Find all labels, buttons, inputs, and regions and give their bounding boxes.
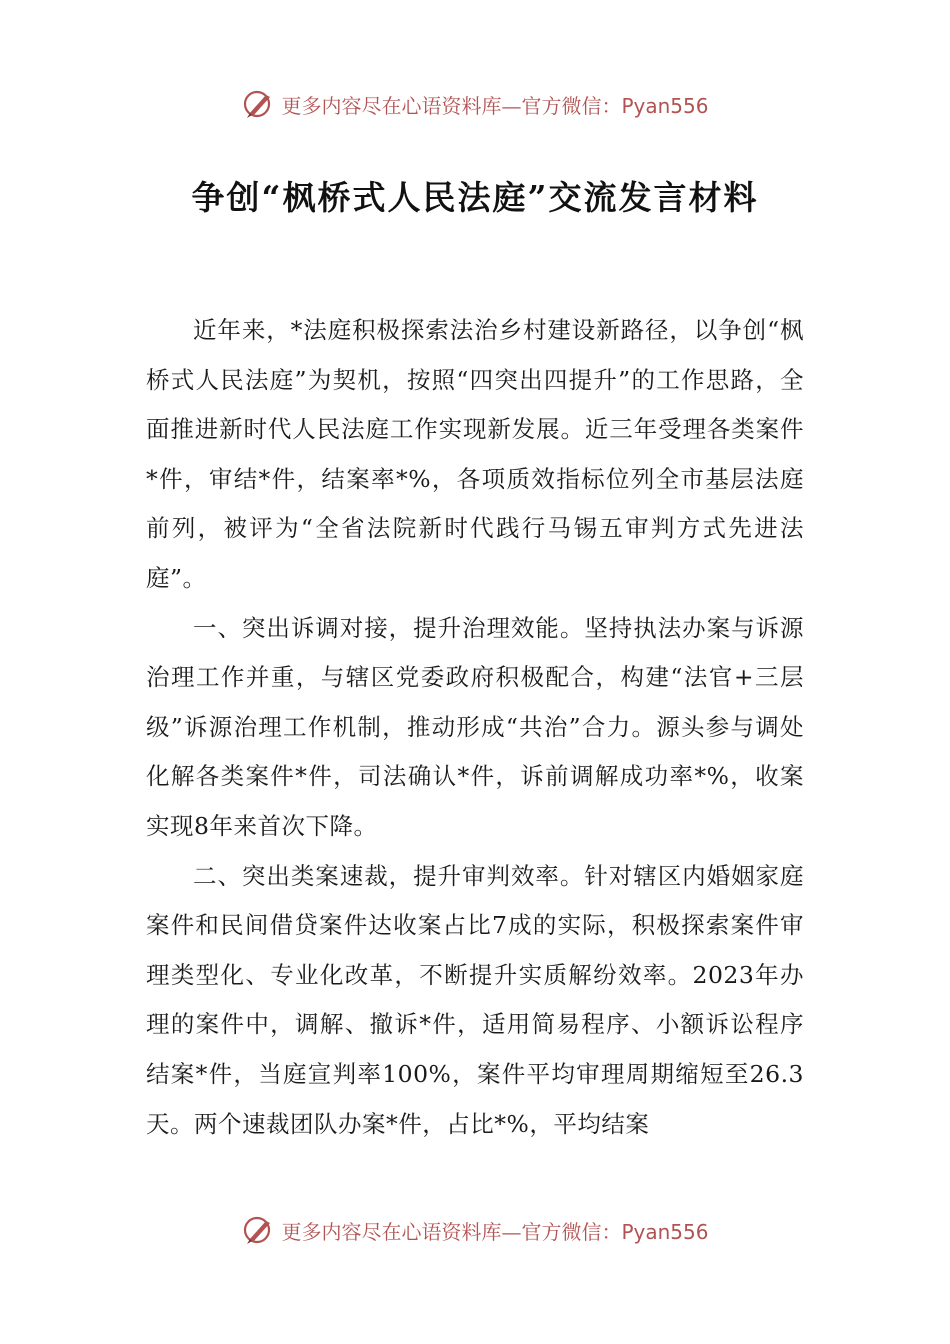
banner-text: 更多内容尽在心语资料库—: [281, 93, 522, 118]
footer-banner: [0, 1210, 950, 1250]
paragraph: 一、突出诉调对接，提升治理效能。坚持执法办案与诉源治理工作并重，与辖区党委政府积极配合，构建“法官+三层级”诉源治理工作机制，推动形成“共治”合力。源头参与调处化解各类案件*件，司法确认*件，诉前调解成功率*%，收案实现8年来首次下降。: [146, 613, 804, 840]
pen-circle-logo-icon: [241, 87, 275, 121]
pen-circle-logo-icon: [241, 1213, 275, 1247]
document-title: 争创“枫桥式人民法庭”交流发言材料: [191, 178, 759, 217]
header-banner: [0, 84, 950, 124]
document-body: [146, 306, 804, 1149]
banner-wechat: 官方微信：Pyan556: [521, 1219, 709, 1244]
banner-wechat: 官方微信：Pyan556: [521, 93, 709, 118]
banner-text: 更多内容尽在心语资料库—: [281, 1219, 522, 1244]
paragraph: 近年来，*法庭积极探索法治乡村建设新路径，以争创“枫桥式人民法庭”为契机，按照“四突出四提升”的工作思路，全面推进新时代人民法庭工作实现新发展。近三年受理各类案件*件，审结*件，结案率*%，各项质效指标位列全市基层法庭前列，被评为“全省法院新时代践行马锡五审判方式先进法庭”。: [146, 316, 804, 592]
paragraph: 二、突出类案速裁，提升审判效率。针对辖区内婚姻家庭案件和民间借贷案件达收案占比7成的实际，积极探索案件审理类型化、专业化改革，不断提升实质解纷效率。2023年办理的案件中，调解、撤诉*件，适用简易程序、小额诉讼程序结案*件，当庭宣判率100%，案件平均审理周期缩短至26.3天。两个速裁团队办案*件，占比*%，平均结案: [146, 861, 804, 1138]
